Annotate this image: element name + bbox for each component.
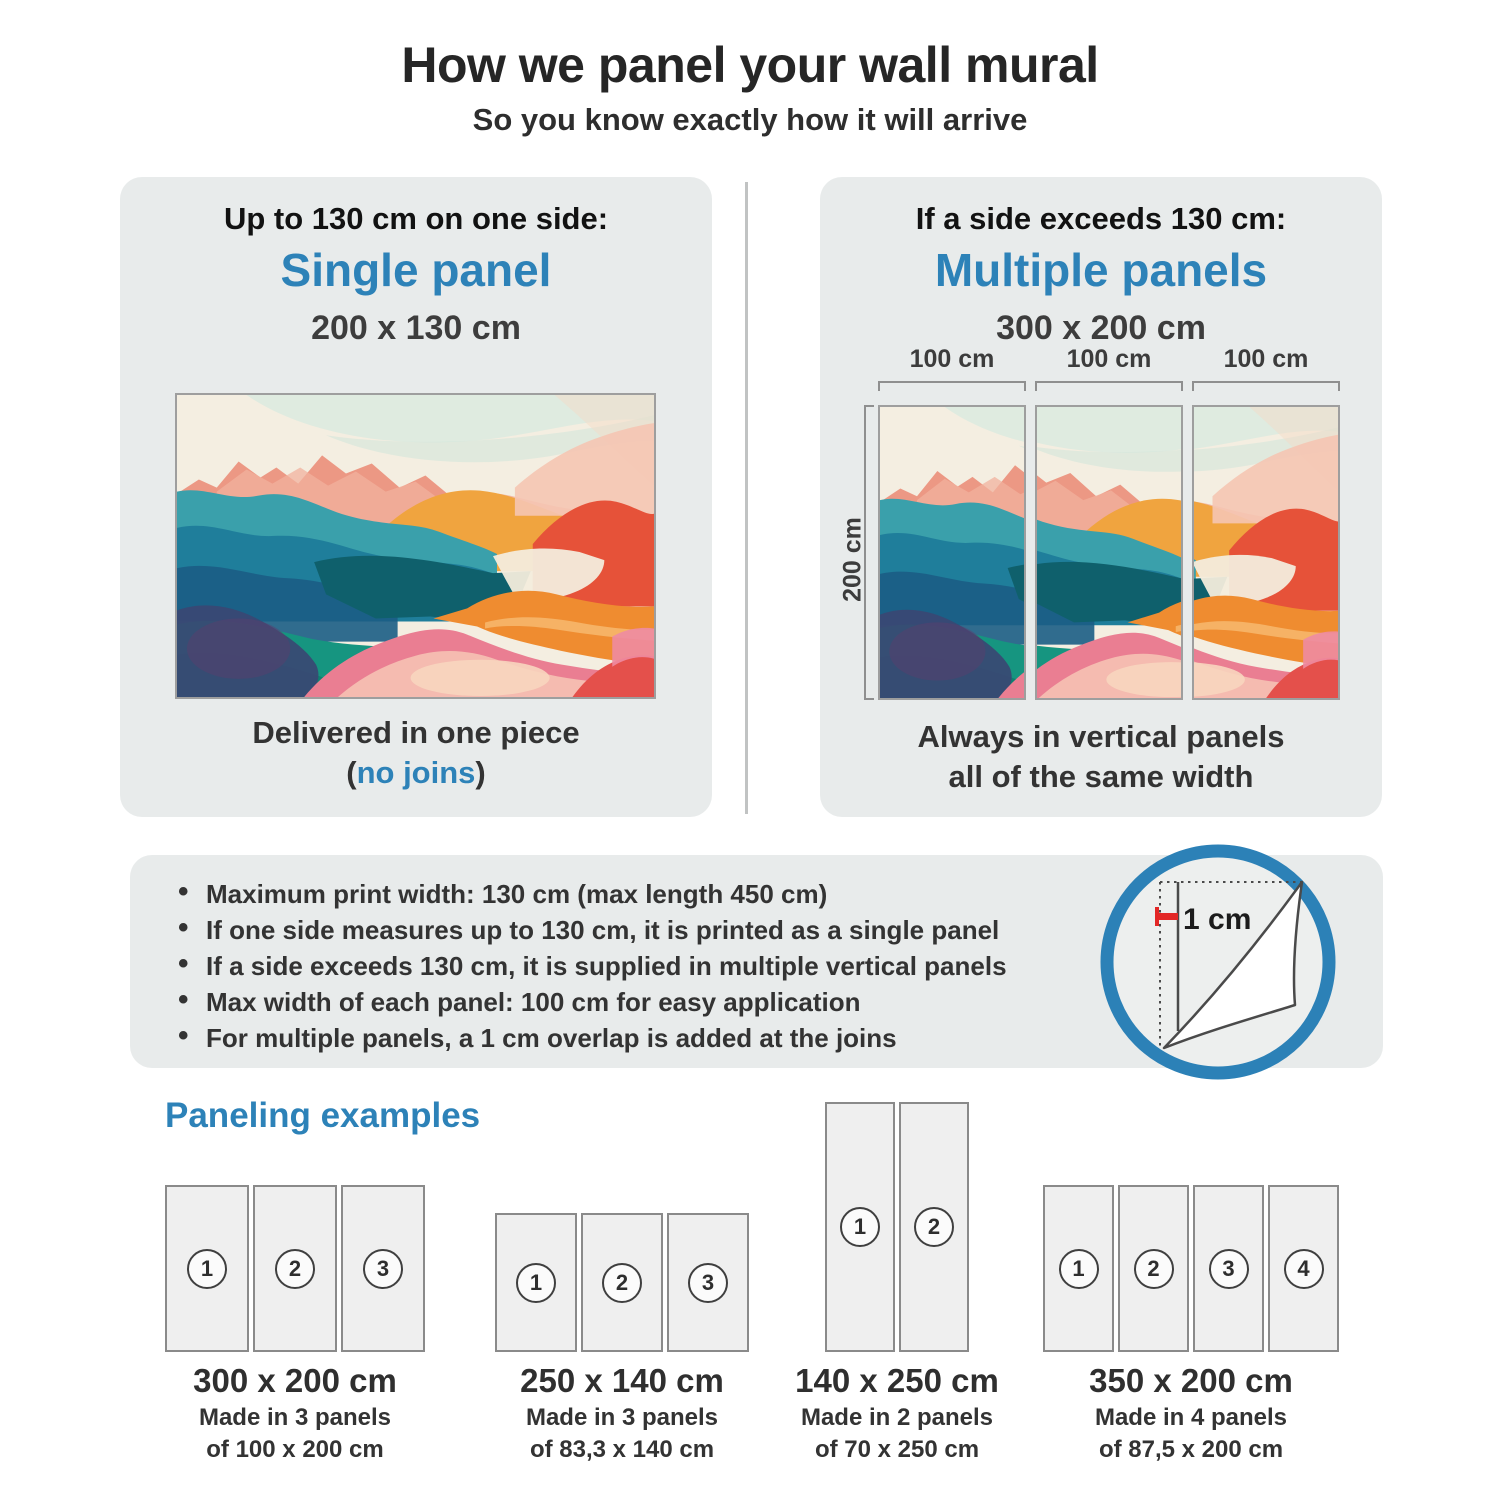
panel-number-badge: 2 (602, 1263, 642, 1303)
single-panel-card (120, 177, 712, 817)
example2-panel-1 (495, 1213, 577, 1352)
example3-detail2: of 70 x 250 cm (814, 1436, 980, 1463)
panel-width-label-3: 100 cm (1223, 345, 1309, 373)
example4-size: 350 x 200 cm (1089, 1362, 1293, 1399)
example1-detail1: Made in 3 panels (198, 1404, 392, 1431)
examples-heading: Paneling examples (165, 1096, 481, 1135)
page-title: How we panel your wall mural (401, 37, 1099, 93)
single-panel-caption: Delivered in one piece (252, 715, 580, 750)
multiple-panels-size: 300 x 200 cm (996, 309, 1206, 347)
watercolor-art (1192, 407, 1340, 698)
example2-panel-3 (667, 1213, 749, 1352)
example4-detail2: of 87,5 x 200 cm (1098, 1436, 1284, 1463)
example3-detail1: Made in 2 panels (800, 1404, 994, 1431)
single-panel-size: 200 x 130 cm (311, 309, 521, 347)
multiple-panels-title: Multiple panels (934, 244, 1268, 296)
overlap-marker (1158, 913, 1178, 920)
panel-number-badge: 2 (914, 1207, 954, 1247)
overlap-1cm-icon (1098, 842, 1338, 1082)
width-bracket-1 (878, 381, 1026, 389)
example2-detail1: Made in 3 panels (525, 1404, 719, 1431)
mural-image-single (175, 393, 656, 699)
no-joins-highlight: no joins (356, 755, 476, 790)
mural-panel-slice-2 (1035, 405, 1183, 700)
single-panel-condition: Up to 130 cm on one side: (223, 201, 609, 236)
example4-detail1: Made in 4 panels (1094, 1404, 1288, 1431)
example2-size: 250 x 140 cm (520, 1362, 724, 1399)
example4-panel-2 (1118, 1185, 1189, 1352)
mural-panel-slice-3 (1192, 405, 1340, 700)
example2-detail2: of 83,3 x 140 cm (529, 1436, 715, 1463)
multiple-panels-caption-2: all of the same width (948, 759, 1254, 794)
watercolor-art (880, 407, 1026, 698)
mural-panel-slice-1 (878, 405, 1026, 700)
example1-panel-2 (253, 1185, 337, 1352)
panel-number-badge: 3 (363, 1249, 403, 1289)
example3-size: 140 x 250 cm (795, 1362, 999, 1399)
panel-height-label: 200 cm (838, 517, 867, 602)
example3-panel-1 (825, 1102, 895, 1352)
height-bracket (864, 405, 872, 700)
note-close-paren: ) (475, 755, 486, 790)
info-bullet-2: • If one side measures up to 130 cm, it is printed as a single panel (176, 917, 1383, 944)
panel-width-label-2: 100 cm (1066, 345, 1152, 373)
panel-number-badge: 1 (187, 1249, 227, 1289)
example4-panel-4 (1268, 1185, 1339, 1352)
panel-number-badge: 4 (1284, 1249, 1324, 1289)
card-divider (745, 182, 748, 814)
page-subtitle: So you know exactly how it will arrive (472, 102, 1028, 137)
panel-number-badge: 1 (840, 1207, 880, 1247)
example4-panel-3 (1193, 1185, 1264, 1352)
overlap-label: 1 cm (1183, 903, 1252, 936)
page-peel-diagram (1098, 842, 1338, 1082)
info-bullet-1: • Maximum print width: 130 cm (max length 450 cm) (176, 881, 1383, 908)
example1-panel-1 (165, 1185, 249, 1352)
single-panel-title: Single panel (280, 244, 552, 296)
multiple-panels-condition: If a side exceeds 130 cm: (915, 201, 1287, 236)
multiple-panels-caption-1: Always in vertical panels (917, 719, 1285, 754)
panel-number-badge: 2 (275, 1249, 315, 1289)
info-bullet-5: • For multiple panels, a 1 cm overlap is added at the joins (176, 1025, 1383, 1052)
example2-panel-2 (581, 1213, 663, 1352)
panel-number-badge: 3 (1209, 1249, 1249, 1289)
panel-width-label-1: 100 cm (909, 345, 995, 373)
info-bullet-3: • If a side exceeds 130 cm, it is supplied in multiple vertical panels (176, 953, 1383, 980)
panel-number-badge: 3 (688, 1263, 728, 1303)
example1-panel-3 (341, 1185, 425, 1352)
note-open-paren: ( (346, 755, 357, 790)
watercolor-art (177, 395, 654, 697)
multiple-panels-card (820, 177, 1382, 817)
panel-number-badge: 1 (516, 1263, 556, 1303)
info-bullet-4: • Max width of each panel: 100 cm for easy application (176, 989, 1383, 1016)
example3-panel-2 (899, 1102, 969, 1352)
width-bracket-3 (1192, 381, 1340, 389)
panel-number-badge: 2 (1134, 1249, 1174, 1289)
example4-panel-1 (1043, 1185, 1114, 1352)
single-panel-caption-note (120, 755, 712, 791)
width-bracket-2 (1035, 381, 1183, 389)
panel-number-badge: 1 (1059, 1249, 1099, 1289)
example1-size: 300 x 200 cm (193, 1362, 397, 1399)
watercolor-art (1035, 407, 1183, 698)
example1-detail2: of 100 x 200 cm (206, 1436, 384, 1463)
